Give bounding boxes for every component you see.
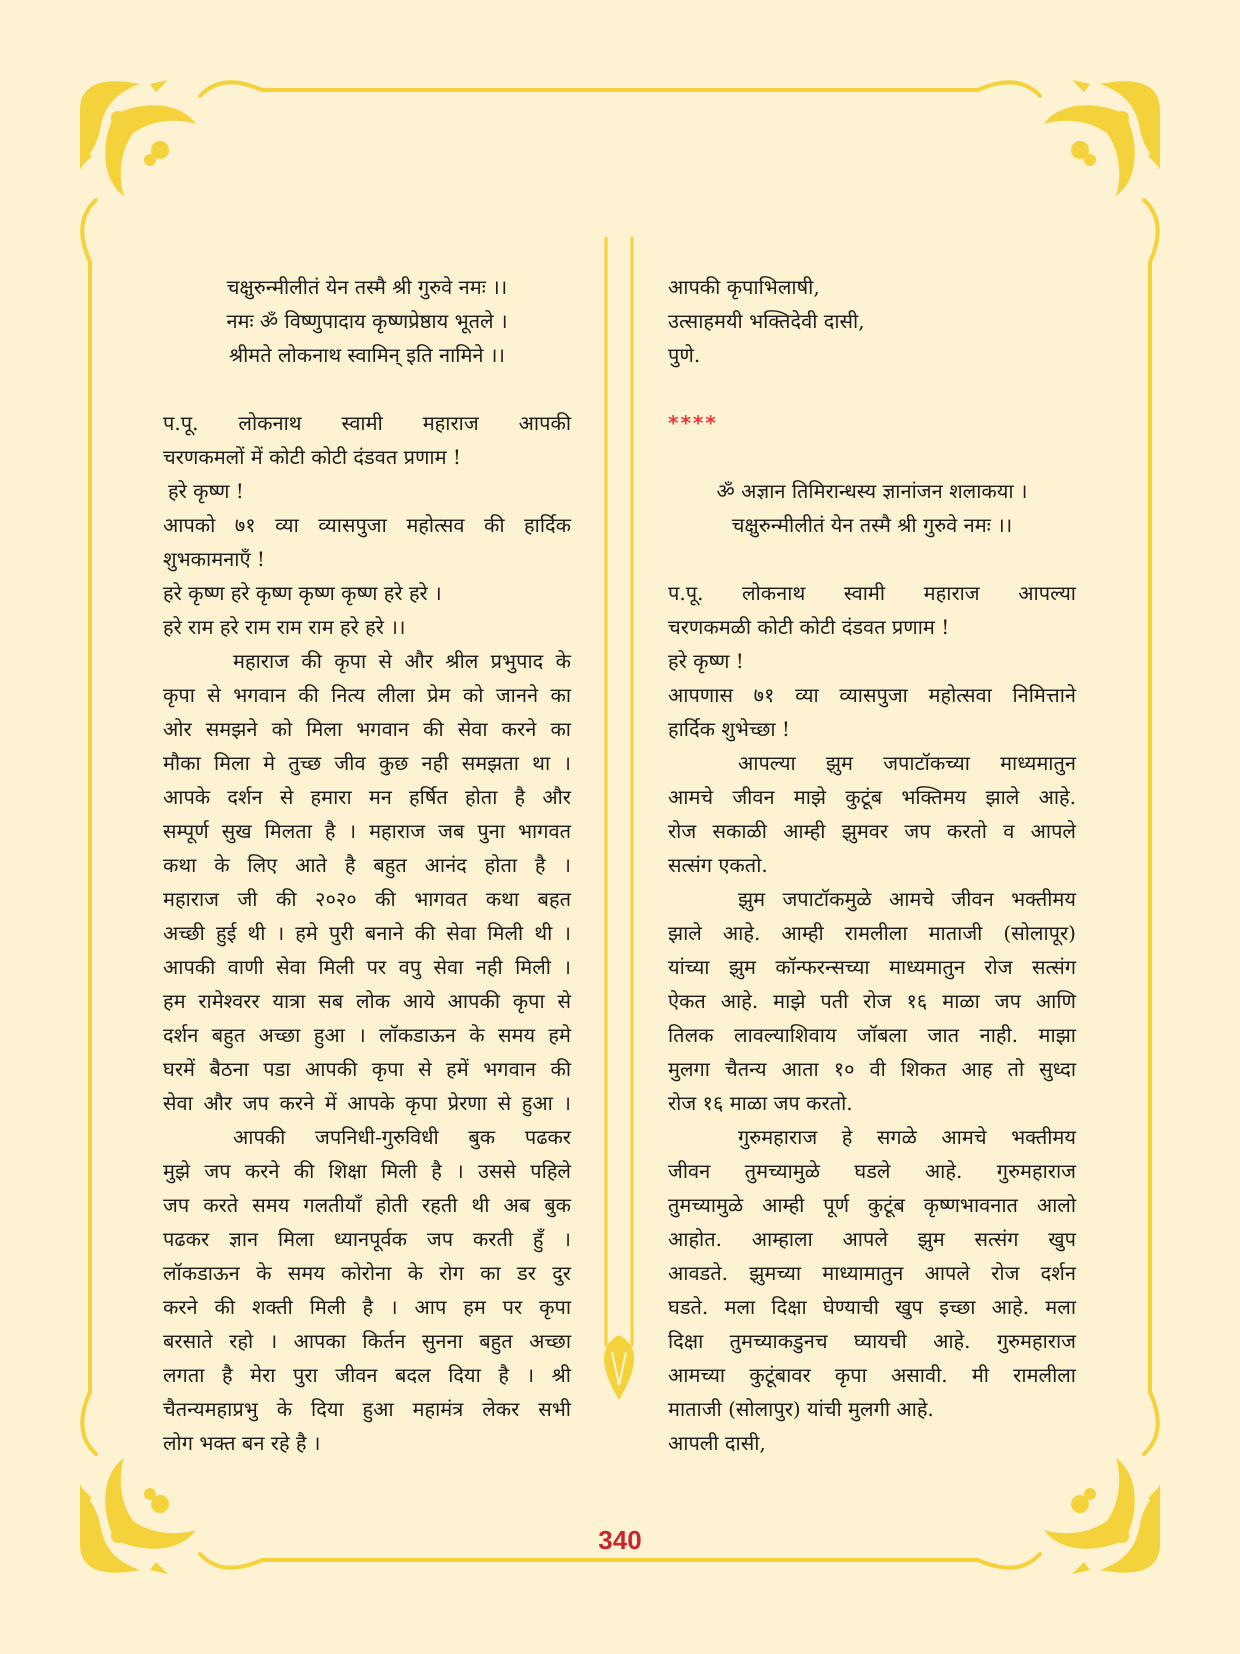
paragraph-line: दर्शन बहुत अच्छा हुआ । लॉकडाऊन के समय हमे [163, 1023, 571, 1047]
signoff-line: आपकी कृपाभिलाषी, [668, 275, 820, 299]
left-shloka [163, 270, 571, 372]
paragraph-line: आमचे जीवन माझे कुटूंब भक्तिमय झाले आहे. [668, 785, 1076, 809]
left-wish-line: आपको ७१ व्या व्यासपुजा महोत्सव की हार्दिक [163, 513, 571, 537]
left-paragraph-1 [163, 644, 571, 1120]
paragraph-line: झाले आहे. आम्ही रामलीला माताजी (सोलापूर) [668, 921, 1076, 945]
paragraph-line: घडते. मला दिक्षा घेण्याची खुप इच्छा आहे. मला [668, 1295, 1076, 1319]
paragraph-line: सेवा और जप करने में आपके कृपा प्रेरणा से हुआ । [163, 1091, 571, 1115]
left-wish-line: शुभकामनाएँ ! [163, 547, 265, 571]
paragraph-line: मुझे जप करने की शिक्षा मिली है । उससे पहिले [163, 1159, 571, 1183]
right-paragraph-2 [668, 882, 1076, 1120]
right-shloka [668, 474, 1076, 542]
paragraph-line: लगता है मेरा पुरा जीवन बदल दिया है । श्री [163, 1363, 571, 1387]
paragraph-line: आपकी वाणी सेवा मिली पर वपु सेवा नही मिली । [163, 955, 571, 979]
mantra-line: हरे कृष्ण हरे कृष्ण कृष्ण कृष्ण हरे हरे । [163, 581, 442, 605]
paragraph-line: मुलगा चैतन्य आता १० वी शिकत आह तो सुध्दा [668, 1057, 1076, 1081]
paragraph-line: गुरुमहाराज हे सगळे आमचे भक्तीमय [738, 1125, 1076, 1149]
paragraph-line: ओर समझने को मिला भगवान की सेवा करने का [163, 717, 571, 741]
left-greeting-line: चरणकमलों में कोटी कोटी दंडवत प्रणाम ! [163, 445, 461, 469]
paragraph-line: जीवन तुमच्यामुळे घडले आहे. गुरुमहाराज [668, 1159, 1076, 1183]
shloka-line: चक्षुरुन्मीलीतं येन तस्मै श्री गुरुवे नमः ।। [226, 275, 508, 299]
paragraph-line: घरमें बैठना पडा आपकी कृपा से हमें भगवान की [163, 1057, 571, 1081]
paragraph-line: तुमच्यामुळे आम्ही पूर्ण कुटूंब कृष्णभावनात आलो [668, 1193, 1076, 1217]
paragraph-line: महाराज की कृपा से और श्रील प्रभुपाद के [233, 649, 571, 673]
mantra-line: हरे राम हरे राम राम राम हरे हरे ।। [163, 615, 406, 639]
paragraph-line: आहोत. आम्हाला आपले झुम सत्संग खुप [668, 1227, 1076, 1251]
paragraph-line: आपल्या झुम जपाटॉकच्या माध्यमातुन [738, 751, 1076, 775]
paragraph-line: आमच्या कुटूंबावर कृपा असावी. मी रामलीला [668, 1363, 1076, 1387]
right-column [668, 270, 1076, 1460]
paragraph-line: सत्संग एकतो. [668, 853, 768, 877]
paragraph-line: कथा के लिए आते है बहुत आनंद होता है । [163, 853, 571, 877]
paragraph-line: आवडते. झुमच्या माध्यामातुन आपले रोज दर्शन [668, 1261, 1076, 1285]
left-greeting-line: प.पू. लोकनाथ स्वामी महाराज आपकी [163, 411, 571, 435]
left-paragraph-2 [163, 1120, 571, 1460]
paragraph-line: मौका मिला मे तुच्छ जीव कुछ नही समझता था । [163, 751, 571, 775]
left-hare-krishna: हरे कृष्ण ! [168, 479, 244, 503]
signoff-line: पुणे. [668, 343, 701, 367]
paragraph-line: लोग भक्त बन रहे है । [163, 1431, 321, 1455]
paragraph-line: चैतन्यमहाप्रभु के दिया हुआ महामंत्र लेकर सभी [163, 1397, 571, 1421]
paragraph-line: कृपा से भगवान की नित्य लीला प्रेम को जानने का [163, 683, 571, 707]
right-paragraph-1 [668, 746, 1076, 882]
paragraph-line: दिक्षा तुमच्याकडुनच घ्यायची आहे. गुरुमहाराज [668, 1329, 1076, 1353]
paragraph-line: रोज सकाळी आम्ही झुमवर जप करतो व आपले [668, 819, 1076, 843]
signoff-line: उत्साहमयी भक्तिदेवी दासी, [668, 309, 865, 333]
paragraph-line: यांच्या झुम कॉन्फरन्सच्या माध्यमातुन रोज सत्संग [668, 955, 1076, 979]
paragraph-line: पढकर ज्ञान मिला ध्यानपूर्वक जप करती हुँ । [163, 1227, 571, 1251]
paragraph-line: तिलक लावल्याशिवाय जॉबला जात नाही. माझा [668, 1023, 1076, 1047]
shloka-line: नमः ॐ विष्णुपादाय कृष्णप्रेष्ठाय भूतले । [226, 309, 508, 333]
signoff [668, 270, 1076, 372]
paragraph-line: जप करते समय गलतीयाँ होती रहती थी अब बुक [163, 1193, 571, 1217]
shloka-line: ॐ अज्ञान तिमिरान्धस्य ज्ञानांजन शलाकया । [716, 479, 1028, 503]
paragraph-line: आपकी जपनिधी-गुरुविधी बुक पढकर [233, 1125, 571, 1149]
page-number: 340 [598, 1525, 642, 1555]
paragraph-line: रोज १६ माळा जप करतो. [668, 1091, 853, 1115]
right-wish-line: आपणास ७१ व्या व्यासपुजा महोत्सवा निमित्ताने [668, 683, 1076, 707]
paragraph-line: हम रामेश्वरर यात्रा सब लोक आये आपकी कृपा से [163, 989, 571, 1013]
paragraph-line: आपके दर्शन से हमारा मन हर्षित होता है और [163, 785, 571, 809]
paragraph-line: माताजी (सोलापुर) यांची मुलगी आहे. [668, 1397, 934, 1421]
right-greeting-line: चरणकमळी कोटी कोटी दंडवत प्रणाम ! [668, 615, 950, 639]
section-separator: **** [668, 411, 718, 435]
paragraph-line: अच्छी हुई थी । हमे पुरी बनाने की सेवा मिली थी । [163, 921, 571, 945]
left-column [163, 270, 571, 1460]
shloka-line: चक्षुरुन्मीलीतं येन तस्मै श्री गुरुवे नमः ।। [731, 513, 1013, 537]
paragraph-line: बरसाते रहो । आपका किर्तन सुनना बहुत अच्छा [163, 1329, 571, 1353]
closing-line: आपली दासी, [668, 1431, 766, 1455]
paragraph-line: करने की शक्ती मिली है । आप हम पर कृपा [163, 1295, 571, 1319]
paragraph-line: महाराज जी की २०२० की भागवत कथा बहत [163, 887, 571, 911]
paragraph-line: ऐकत आहे. माझे पती रोज १६ माळा जप आणि [668, 989, 1076, 1013]
right-paragraph-3 [668, 1120, 1076, 1426]
right-greeting-line: प.पू. लोकनाथ स्वामी महाराज आपल्या [668, 581, 1076, 605]
shloka-line: श्रीमते लोकनाथ स्वामिन् इति नामिने ।। [228, 343, 506, 367]
right-hare-krishna: हरे कृष्ण ! [668, 649, 744, 673]
paragraph-line: झुम जपाटॉकमुळे आमचे जीवन भक्तीमय [738, 887, 1076, 911]
paragraph-line: सम्पूर्ण सुख मिलता है । महाराज जब पुना भागवत [163, 819, 571, 843]
paragraph-line: लॉकडाऊन के समय कोरोना के रोग का डर दुर [163, 1261, 571, 1285]
right-wish-line: हार्दिक शुभेच्छा ! [668, 717, 790, 741]
